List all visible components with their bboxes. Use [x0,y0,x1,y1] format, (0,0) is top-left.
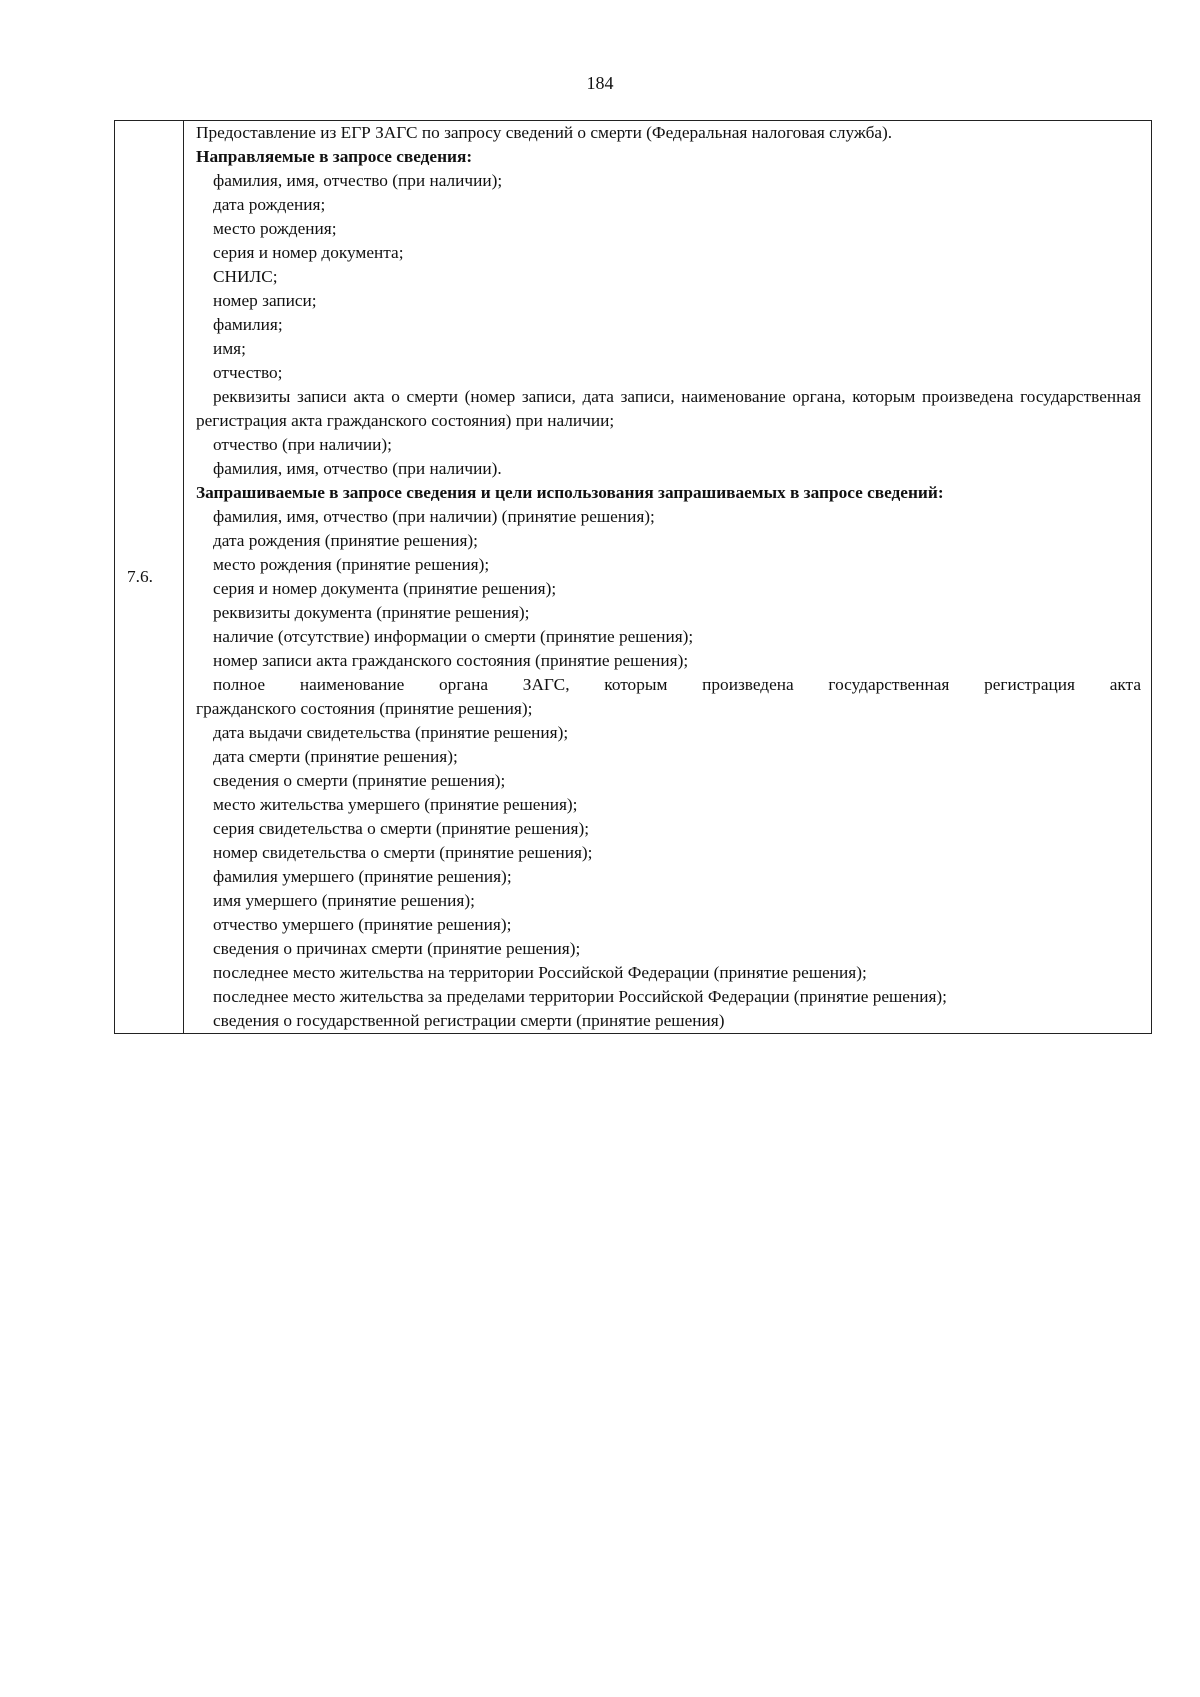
requested-info-heading: Запрашиваемые в запросе сведения и цели использования запрашиваемых в запросе сведений: [196,483,944,502]
requested-item: серия свидетельства о смерти (принятие решения); [213,819,590,838]
requested-item: имя умершего (принятие решения); [213,891,475,910]
row-number-cell [115,121,184,1034]
sent-item: имя; [213,339,246,358]
sent-item: серия и номер документа; [213,243,404,262]
sent-item: дата рождения; [213,195,326,214]
sent-item: реквизиты записи акта о смерти (номер записи, дата записи, наименование органа, которым произведена государственная регистрация акта гражданского состояния) при наличии; [196,387,1141,430]
requested-item: сведения о государственной регистрации смерти (принятие решения) [213,1011,725,1030]
requested-item: последнее место жительства за пределами территории Российской Федерации (принятие решения); [213,987,947,1006]
sent-item: СНИЛС; [213,267,278,286]
sent-item: фамилия, имя, отчество (при наличии). [213,459,502,478]
sent-item: номер записи; [213,291,317,310]
requested-item: последнее место жительства на территории Российской Федерации (принятие решения); [213,963,867,982]
sent-info-heading: Направляемые в запросе сведения: [196,147,473,166]
document-table [114,120,1152,1034]
row-title: Предоставление из ЕГР ЗАГС по запросу сведений о смерти (Федеральная налоговая служба). [196,123,893,142]
sent-item: отчество (при наличии); [213,435,392,454]
requested-item: номер свидетельства о смерти (принятие решения); [213,843,593,862]
sent-item: место рождения; [213,219,337,238]
requested-item: фамилия умершего (принятие решения); [213,867,512,886]
requested-item: фамилия, имя, отчество (при наличии) (принятие решения); [213,507,655,526]
requested-item: дата смерти (принятие решения); [213,747,458,766]
requested-item: номер записи акта гражданского состояния (принятие решения); [213,651,689,670]
table-row [115,121,1152,1034]
requested-item: дата рождения (принятие решения); [213,531,478,550]
requested-item: отчество умершего (принятие решения); [213,915,512,934]
requested-item: серия и номер документа (принятие решения); [213,579,557,598]
requested-item: наличие (отсутствие) информации о смерти (принятие решения); [213,627,694,646]
requested-item: сведения о смерти (принятие решения); [213,771,506,790]
sent-item: фамилия; [213,315,283,334]
requested-item: полное наименование органа ЗАГС, которым произведена государственная регистрация акта [213,675,1141,694]
sent-item: фамилия, имя, отчество (при наличии); [213,171,503,190]
requested-item-continuation: гражданского состояния (принятие решения); [196,699,533,718]
requested-item: сведения о причинах смерти (принятие решения); [213,939,581,958]
requested-item: реквизиты документа (принятие решения); [213,603,530,622]
page-number: 184 [586,73,614,93]
requested-item: дата выдачи свидетельства (принятие решения); [213,723,569,742]
row-content-cell [184,121,1152,1034]
requested-item: место рождения (принятие решения); [213,555,490,574]
requested-item: место жительства умершего (принятие решения); [213,795,578,814]
row-number: 7.6. [127,567,153,586]
sent-item: отчество; [213,363,283,382]
